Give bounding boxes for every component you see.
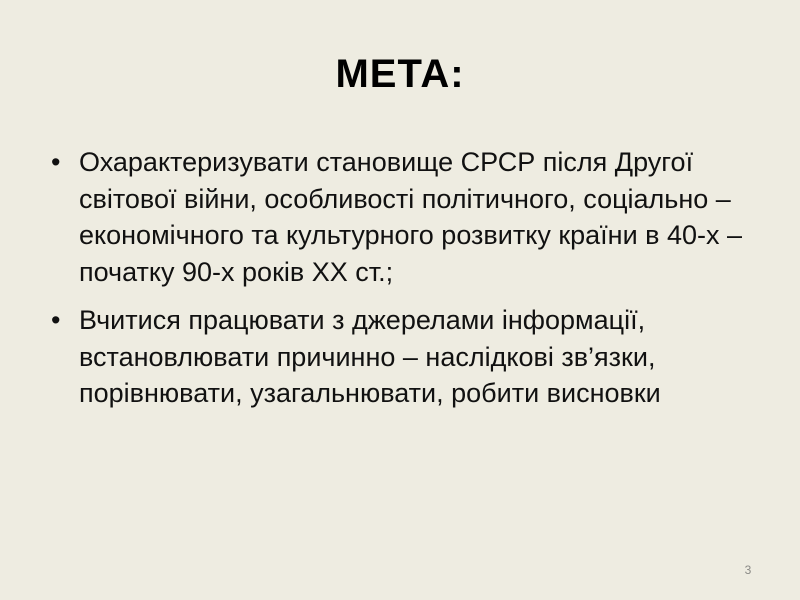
bullet-item-goal-skills bbox=[44, 302, 744, 412]
page-number: 3 bbox=[744, 563, 752, 577]
bullet-list bbox=[44, 144, 744, 424]
slide-title: МЕТА: bbox=[335, 52, 465, 96]
bullet-text: Охарактеризувати становище СРСР після Другої світової війни, особливості політичного, соціально – економічного та культурного розвитку країни в 40-х – початку 90-х років ХХ ст.; bbox=[79, 147, 743, 287]
bullet-marker-icon: • bbox=[51, 305, 61, 335]
bullet-item-goal-characterize bbox=[44, 144, 744, 290]
bullet-marker-icon: • bbox=[51, 147, 61, 177]
bullet-text: Вчитися працювати з джерелами інформації, встановлювати причинно – наслідкові зв’язки, порівнювати, узагальнювати, робити висновки bbox=[79, 305, 661, 408]
